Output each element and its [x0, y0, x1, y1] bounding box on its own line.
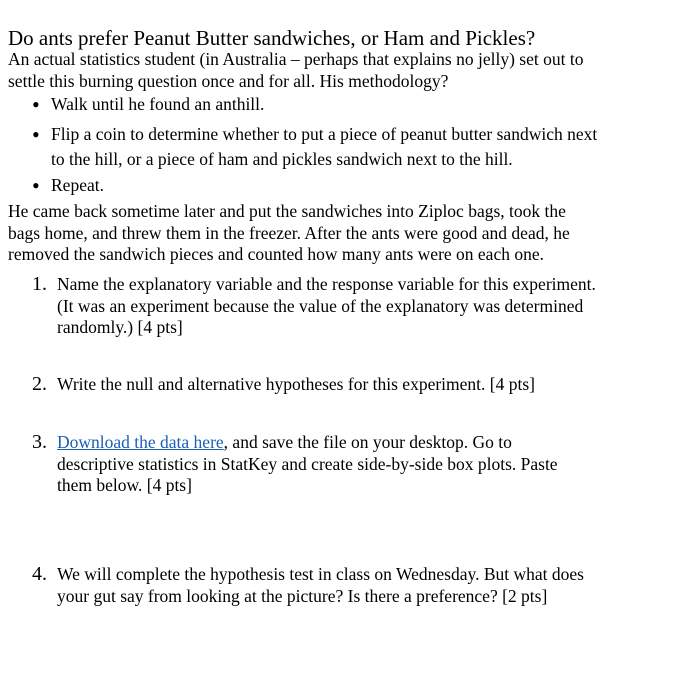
download-data-link[interactable]: Download the data here — [57, 432, 224, 452]
bullet-marker: • — [32, 173, 40, 198]
question-text — [57, 274, 596, 339]
document-title: Do ants prefer Peanut Butter sandwiches, or Ham and Pickles? — [8, 26, 536, 50]
question-text — [57, 374, 535, 396]
question-1-line-3: randomly.) [4 pts] — [57, 317, 183, 337]
question-number: 2. — [32, 373, 47, 395]
bullet-marker: • — [32, 92, 40, 117]
question-text — [57, 564, 584, 607]
intro-line-1: An actual statistics student (in Australia – perhaps that explains no jelly) set out to — [8, 49, 584, 69]
question-4-line-2: your gut say from looking at the picture? Is there a preference? [2 pts] — [57, 585, 548, 606]
bullet-text — [51, 92, 264, 117]
outro-paragraph — [8, 201, 658, 266]
question-3-line-1-rest: , and save the file on your desktop. Go to — [223, 432, 512, 452]
question-3-line-1 — [57, 432, 558, 454]
outro-line-1: He came back sometime later and put the sandwiches into Ziploc bags, took the — [8, 201, 566, 221]
question-text — [57, 432, 558, 497]
bullet-1-line-1: Walk until he found an anthill. — [51, 94, 265, 114]
question-number: 1. — [32, 273, 47, 295]
question-1-line-1: Name the explanatory variable and the response variable for this experiment. — [57, 274, 596, 294]
bullet-text — [51, 173, 104, 198]
intro-paragraph — [8, 49, 658, 92]
question-3-line-3: them below. [4 pts] — [57, 475, 192, 495]
question-4-line-1: We will complete the hypothesis test in class on Wednesday. But what does — [57, 564, 584, 584]
bullet-text — [51, 122, 597, 172]
question-number: 3. — [32, 431, 47, 453]
outro-line-2: bags home, and threw them in the freezer. After the ants were good and dead, he — [8, 222, 570, 243]
bullet-2-line-2: to the hill, or a piece of ham and pickles sandwich next to the hill. — [51, 149, 513, 169]
bullet-3-line-1: Repeat. — [51, 175, 104, 195]
question-3-line-2: descriptive statistics in StatKey and create side-by-side box plots. Paste — [57, 453, 558, 474]
bullet-marker: • — [32, 122, 40, 147]
question-1-line-2: (It was an experiment because the value of the explanatory was determined — [57, 295, 584, 316]
intro-line-2: settle this burning question once and for all. His methodology? — [8, 70, 449, 91]
bullet-2-line-1: Flip a coin to determine whether to put a piece of peanut butter sandwich next — [51, 124, 598, 144]
question-number: 4. — [32, 563, 47, 585]
outro-line-3: removed the sandwich pieces and counted how many ants were on each one. — [8, 244, 544, 264]
question-2-line-1: Write the null and alternative hypotheses for this experiment. [4 pts] — [57, 374, 535, 394]
